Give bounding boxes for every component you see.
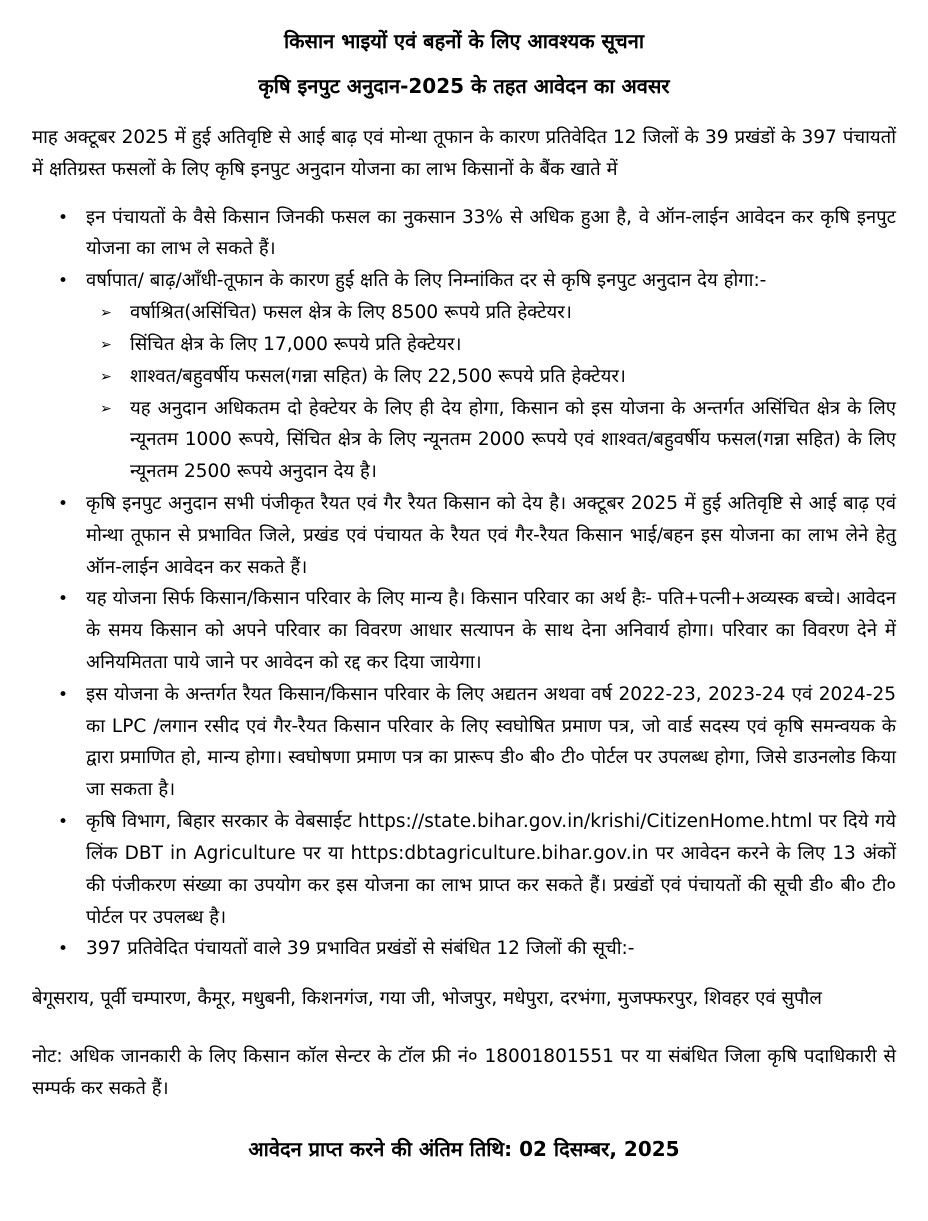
bullet-text: इस योजना के अन्तर्गत रैयत किसान/किसान परिवार के लिए अद्यतन अथवा वर्ष 2022-23, 2023-24 एवं 2024-25 का LPC /लगान रसीद एवं गैर-रैयत किसान परिवार के लिए स्वघोषित प्रमाण पत्र, जो वार्ड सदस्य एवं कृषि समन्वयक के द्वारा प्रमाणित हो, मान्य होगा। स्वघोषणा प्रमाण पत्र का प्रारूप डी० बी० टी० पोर्टल पर उपलब्ध होगा, जिसे डाउनलोड किया जा सकता है। [86,683,896,801]
bullet-text: इन पंचायतों के वैसे किसान जिनकी फसल का नुकसान 33% से अधिक हुआ है, वे ऑन-लाईन आवेदन कर कृषि इनपुट योजना का लाभ ले सकते हैं। [86,206,896,260]
arrow-marker-icon: ➢ [100,305,112,322]
bullet-text: कृषि इनपुट अनुदान सभी पंजीकृत रैयत एवं गैर रैयत किसान को देय है। अक्टूबर 2025 में हुई अतिवृष्टि से आई बाढ़ एवं मोन्था तूफान से प्रभावित जिले, प्रखंड एवं पंचायत के रैयत एवं गैर-रैयत किसान भाई/बहन इस योजना का लाभ लेने हेतु ऑन-लाईन आवेदन कर सकते हैं। [86,492,896,578]
list-item [32,933,896,965]
sub-bullet-text: वर्षाश्रित(असिंचित) फसल क्षेत्र के लिए 8500 रूपये प्रति हेक्टेयर। [130,302,572,324]
deadline-line: आवेदन प्राप्त करने की अंतिम तिथि: 02 दिसम्बर, 2025 [248,1136,680,1161]
arrow-marker-icon: ➢ [100,400,112,417]
notice-bullet-list [32,202,896,966]
list-item [32,583,896,678]
arrow-marker-icon: ➢ [100,368,112,385]
bullet-text: यह योजना सिर्फ किसान/किसान परिवार के लिए मान्य है। किसान परिवार का अर्थ हैः- पति+पत्नी+अव्यस्क बच्चे। आवेदन के समय किसान को अपने परिवार का विवरण आधार सत्यापन के साथ देना अनिवार्य होगा। परिवार का विवरण देने में अनियमितता पाये जाने पर आवेदन को रद्द कर दिया जायेगा। [86,588,896,673]
arrow-marker-icon: ➢ [100,336,112,353]
districts-list-line: बेगूसराय, पूर्वी चम्पारण, कैमूर, मधुबनी, किशनगंज, गया जी, भोजपुर, मधेपुरा, दरभंगा, मुजफ्फरपुर, शिवहर एवं सुपौल [32,988,822,1010]
bullet-dot-icon: • [58,939,69,960]
page-title: किसान भाइयों एवं बहनों के लिए आवश्यक सूचना [283,29,645,53]
list-item [32,202,896,266]
list-item [32,297,896,329]
bullet-dot-icon: • [58,207,69,228]
bullet-dot-icon: • [58,812,69,833]
bullet-dot-icon: • [58,493,69,514]
page-subtitle: कृषि इनपुट अनुदान-2025 के तहत आवेदन का अवसर [258,74,670,98]
bullet-dot-icon: • [58,589,69,610]
bullet-text-with-links: कृषि विभाग, बिहार सरकार के वेबसाईट https://state.bihar.gov.in/krishi/CitizenHome.html पर दिये गये लिंक DBT in Agriculture पर या https:dbtagriculture.bihar.gov.in पर आवेदन करने के लिए 13 अंकों की पंजीकरण संख्या का उपयोग कर इस योजना का लाभ प्राप्त कर सकते हैं। प्रखंडों एवं पंचायतों की सूची डी० बी० टी० पोर्टल पर उपलब्ध है। [86,811,896,928]
bullet-dot-icon: • [58,684,69,705]
list-item [32,329,896,361]
bullet-dot-icon: • [58,271,69,292]
sub-bullet-text: शाश्वत/बहुवर्षीय फसल(गन्ना सहित) के लिए 22,500 रूपये प्रति हेक्टेयर। [130,365,626,387]
intro-paragraph: माह अक्टूबर 2025 में हुई अतिवृष्टि से आई बाढ़ एवं मोन्था तूफान के कारण प्रतिवेदित 12 जिलों के 39 प्रखंडों के 397 पंचायतों में क्षतिग्रस्त फसलों के लिए कृषि इनपुट अनुदान योजना का लाभ किसानों के बैंक खाते में [32,127,896,180]
sub-bullet-text: सिंचित क्षेत्र के लिए 17,000 रूपये प्रति हेक्टेयर। [130,333,462,355]
rate-sub-list [32,297,896,488]
list-item [32,679,896,806]
sub-bullet-text: यह अनुदान अधिकतम दो हेक्टेयर के लिए ही देय होगा, किसान को इस योजना के अन्तर्गत असिंचित क्षेत्र के लिए न्यूनतम 1000 रूपये, सिंचित क्षेत्र के लिए न्यूनतम 2000 रूपये एवं शाश्वत/बहुवर्षीय फसल(गन्ना सहित) के लिए न्यूनतम 2500 रूपये अनुदान देय है। [130,397,896,483]
list-item [32,361,896,393]
list-item [32,488,896,583]
bullet-text: वर्षापात/ बाढ़/आँधी-तूफान के कारण हुई क्षति के लिए निम्नांकित दर से कृषि इनपुट अनुदान देय होगा:- [86,270,767,292]
list-item [32,806,896,933]
list-item [32,265,896,297]
note-paragraph: नोट: अधिक जानकारी के लिए किसान कॉल सेन्टर के टॉल फ्री नं० 18001801551 पर या संबंधित जिला कृषि पदाधिकारी से सम्पर्क कर सकते हैं। [32,1045,896,1099]
bullet-text: 397 प्रतिवेदित पंचायतों वाले 39 प्रभावित प्रखंडों से संबंधित 12 जिलों की सूची:- [86,938,635,960]
list-item [32,393,896,488]
